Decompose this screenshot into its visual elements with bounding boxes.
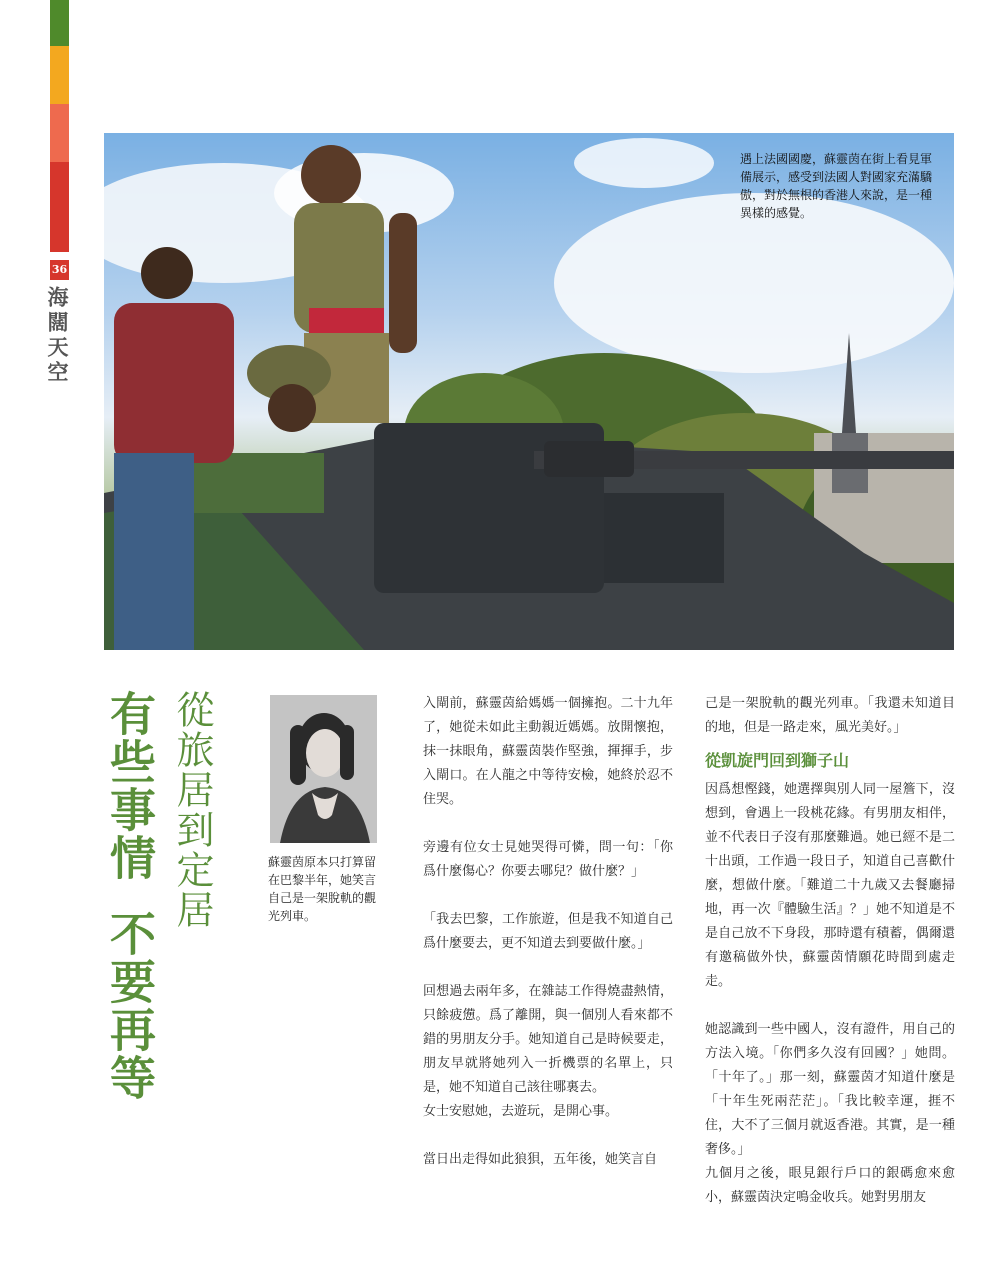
paragraph: 回想過去兩年多，在雜誌工作得燒盡熱情，只餘疲憊。爲了離開，與一個別人看來都不錯的男朋友分手。她知道自己是時候要走，朋友早就將她列入一折機票的名單上，只是，她不知道自己該往哪裏去。 [423,984,673,1095]
article-subtitle: 從旅居到定居 [170,690,214,930]
paragraph: 「我去巴黎，工作旅遊，但是我不知道自己爲什麼要去，更不知道去到要做什麼。」 [423,912,673,951]
paragraph: 己是一架脫軌的觀光列車。「我還未知道目的地，但是一路走來，風光美好。」 [705,696,955,735]
color-bar-yellow [50,46,69,104]
photo-caption: 遇上法國國慶，蘇靈茵在街上看見軍備展示，感受到法國人對國家充滿驕傲，對於無根的香港人來說，是一種異樣的感覺。 [740,152,933,220]
article-column-1 [423,692,673,1196]
paragraph: 入閘前，蘇靈茵給媽媽一個擁抱。二十九年了，她從未如此主動親近媽媽。放開懷抱，抹一抹眼角，蘇靈茵裝作堅強，揮揮手，步入閘口。在人龍之中等待安檢，她終於忍不住哭。 [423,696,673,807]
portrait-photo [270,695,377,843]
paragraph: 因爲想慳錢，她選擇與別人同一屋簷下，沒想到，會遇上一段桃花緣。有男朋友相伴，並不代表日子沒有那麼難過。她已經不是二十出頭，工作過一段日子，知道自己喜歡什麼，想做什麼。「難道二十九歲又去餐廳掃地，再一次『體驗生活』？」她不知道是不是自己放不下身段，那時還有積蓄，偶爾還有邀稿做外快，蘇靈茵情願花時間到處走走。 [705,782,955,989]
article-title-part1: 有些事情 [103,690,157,882]
color-bar-green [50,0,69,46]
paragraph: 女士安慰她，去遊玩，是開心事。 [423,1104,619,1119]
paragraph: 旁邊有位女士見她哭得可憐，問一句：「你爲什麼傷心？你要去哪兒？做什麼？」 [423,840,673,879]
article-title-part2: 不要再等 [103,910,157,1102]
paragraph: 她認識到一些中國人，沒有證件，用自己的方法入境。「你們多久沒有回國？」她問。「十年了。」那一刻，蘇靈茵才知道什麼是「十年生死兩茫茫」。「我比較幸運，捱不住，大不了三個月就返香港。其實，是一種奢侈。」 [705,1022,955,1157]
portrait-caption: 蘇靈茵原本只打算留在巴黎半年，她笑言自己是一架脫軌的觀光列車。 [268,855,377,923]
paragraph: 九個月之後，眼見銀行戶口的銀碼愈來愈小，蘇靈茵決定鳴金收兵。她對男朋友 [705,1166,955,1205]
article-column-2 [705,692,955,1234]
color-bar [50,0,69,252]
page-number: 36 [50,260,69,280]
article-title [104,690,156,1170]
section-heading: 從凱旋門回到獅子山 [705,751,850,770]
paragraph: 當日出走得如此狼狽，五年後，她笑言自 [423,1152,658,1167]
color-bar-salmon [50,104,69,162]
column-name: 海闊天空 [45,286,70,386]
color-bar-red [50,162,69,252]
portrait-illustration [270,695,377,843]
